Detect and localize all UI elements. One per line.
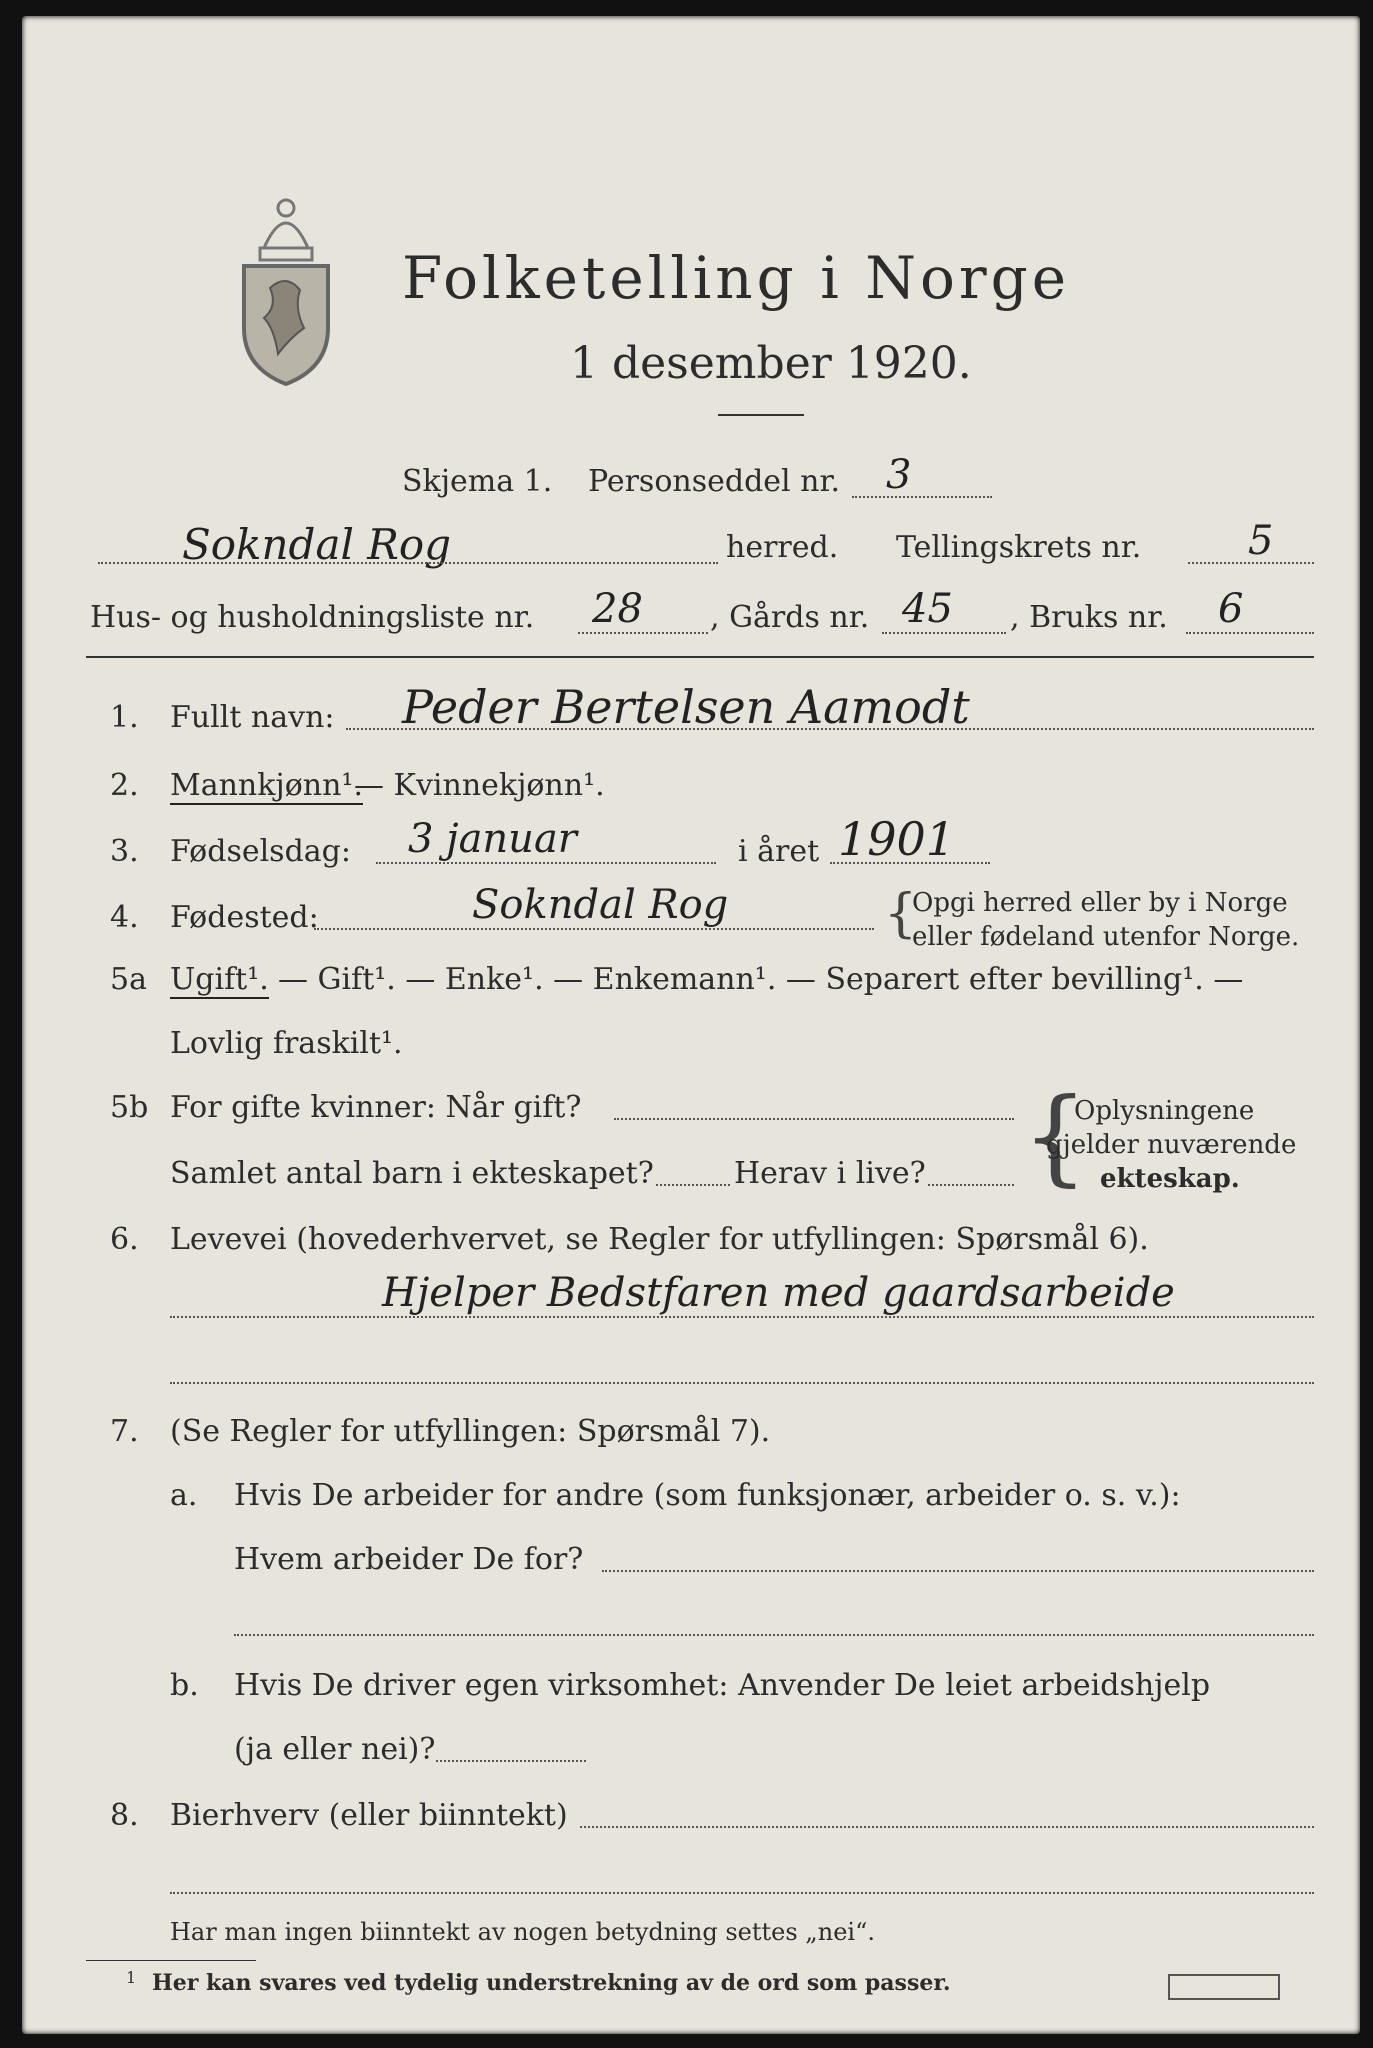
q7b-line1: Hvis De driver egen virksomhet: Anvender De leiet arbeidshjelp bbox=[234, 1668, 1211, 1703]
tellingskrets-line bbox=[1188, 562, 1314, 564]
q2-male-option: Mannkjønn¹. bbox=[170, 768, 363, 803]
q4-note-line1: Opgi herred eller by i Norge bbox=[912, 888, 1288, 918]
q5b-number: 5b bbox=[110, 1090, 149, 1125]
q4-note-line2: eller fødeland utenfor Norge. bbox=[912, 922, 1300, 952]
personseddel-line bbox=[852, 496, 992, 498]
q3-value: 3 januar bbox=[408, 816, 577, 862]
q7b-letter: b. bbox=[170, 1668, 199, 1703]
header-divider bbox=[86, 656, 1314, 658]
q5a-number: 5a bbox=[110, 962, 147, 997]
q6-line1 bbox=[170, 1316, 1314, 1318]
census-form-page bbox=[22, 16, 1360, 2034]
q3-label: Fødselsdag: bbox=[170, 834, 351, 869]
q5b-brace: { bbox=[1022, 1075, 1089, 1197]
herred-value: Sokndal Rog bbox=[182, 520, 452, 569]
q5b-line1-dots bbox=[614, 1118, 1014, 1120]
q5a-line2: Lovlig fraskilt¹. bbox=[170, 1026, 403, 1061]
q4-brace: { bbox=[884, 884, 918, 944]
footnote-text: Her kan svares ved tydelig understrekning av de ord som passer. bbox=[152, 1970, 951, 1996]
q8-number: 8. bbox=[110, 1798, 139, 1833]
bruks-line bbox=[1186, 632, 1314, 634]
q6-number: 6. bbox=[110, 1222, 139, 1257]
q2-number: 2. bbox=[110, 768, 139, 803]
q8-label: Bierhverv (eller biinntekt) bbox=[170, 1798, 568, 1833]
q1-value: Peder Bertelsen Aamodt bbox=[402, 680, 970, 734]
q4-line bbox=[314, 928, 874, 930]
q6-value: Hjelper Bedstfaren med gaardsarbeide bbox=[382, 1270, 1175, 1316]
q5b-note-line2: gjelder nuværende bbox=[1046, 1130, 1297, 1160]
q7a-line3-dots bbox=[234, 1634, 1314, 1636]
q7-number: 7. bbox=[110, 1414, 139, 1449]
q5b-line1: For gifte kvinner: Når gift? bbox=[170, 1090, 582, 1125]
q5b-note-line1: Oplysningene bbox=[1074, 1096, 1255, 1126]
q5b-note-line3: ekteskap. bbox=[1100, 1164, 1240, 1194]
q7a-line1: Hvis De arbeider for andre (som funksjonær, arbeider o. s. v.): bbox=[234, 1478, 1181, 1513]
census-date: 1 desember 1920. bbox=[570, 338, 972, 389]
tellingskrets-value: 5 bbox=[1248, 518, 1274, 564]
bruks-label: , Bruks nr. bbox=[1010, 600, 1168, 635]
q4-label: Fødested: bbox=[170, 900, 319, 935]
herred-line bbox=[98, 562, 718, 564]
q1-label: Fullt navn: bbox=[170, 700, 335, 735]
footnote-divider bbox=[86, 1960, 256, 1961]
q5b-line2b-dots bbox=[928, 1184, 1014, 1186]
hus-value: 28 bbox=[592, 586, 643, 632]
q3-year-label: i året bbox=[738, 834, 820, 869]
q7a-letter: a. bbox=[170, 1478, 198, 1513]
q7a-line2: Hvem arbeider De for? bbox=[234, 1542, 584, 1577]
q8-line1-dots bbox=[580, 1826, 1314, 1828]
skjema-label: Skjema 1. bbox=[402, 464, 553, 499]
printer-stamp bbox=[1168, 1974, 1280, 2000]
page-title: Folketelling i Norge bbox=[402, 244, 1071, 312]
q5b-line2a-dots bbox=[656, 1184, 730, 1186]
q7b-line2: (ja eller nei)? bbox=[234, 1732, 436, 1767]
gards-value: 45 bbox=[902, 586, 953, 632]
q3-number: 3. bbox=[110, 834, 139, 869]
footnote-mark: 1 bbox=[126, 1968, 137, 1987]
q3-year-value: 1901 bbox=[838, 812, 956, 866]
hus-line bbox=[578, 632, 708, 634]
q5a-ugift-option: Ugift¹. bbox=[170, 962, 269, 997]
q8-note: Har man ingen biinntekt av nogen betydning settes „nei“. bbox=[170, 1918, 875, 1946]
q7b-line2-dots bbox=[436, 1760, 586, 1762]
title-divider bbox=[718, 414, 804, 416]
q7a-line2-dots bbox=[602, 1570, 1314, 1572]
gards-line bbox=[882, 632, 1006, 634]
personseddel-value: 3 bbox=[886, 452, 912, 498]
coat-of-arms-icon bbox=[234, 178, 338, 388]
q5a-other-options: — Gift¹. — Enke¹. — Enkemann¹. — Separert efter bevilling¹. — bbox=[278, 962, 1244, 997]
q1-line bbox=[346, 728, 1314, 730]
q3-year-line bbox=[830, 862, 990, 864]
q2-other-options: — Kvinnekjønn¹. bbox=[354, 768, 605, 803]
herred-label: herred. bbox=[726, 530, 839, 565]
q4-value: Sokndal Rog bbox=[472, 882, 729, 928]
personseddel-label: Personseddel nr. bbox=[588, 464, 841, 499]
hus-label: Hus- og husholdningsliste nr. bbox=[90, 600, 535, 635]
bruks-value: 6 bbox=[1218, 586, 1244, 632]
q5b-line2b: Herav i live? bbox=[734, 1156, 926, 1191]
q6-label: Levevei (hovederhvervet, se Regler for utfyllingen: Spørsmål 6). bbox=[170, 1222, 1149, 1257]
q6-line2 bbox=[170, 1382, 1314, 1384]
tellingskrets-label: Tellingskrets nr. bbox=[896, 530, 1142, 565]
q4-number: 4. bbox=[110, 900, 139, 935]
q1-number: 1. bbox=[110, 700, 139, 735]
q8-line2-dots bbox=[170, 1892, 1314, 1894]
q3-line bbox=[376, 862, 716, 864]
q7-label: (Se Regler for utfyllingen: Spørsmål 7). bbox=[170, 1414, 771, 1449]
gards-label: , Gårds nr. bbox=[710, 600, 870, 635]
q5b-line2a: Samlet antal barn i ekteskapet? bbox=[170, 1156, 654, 1191]
